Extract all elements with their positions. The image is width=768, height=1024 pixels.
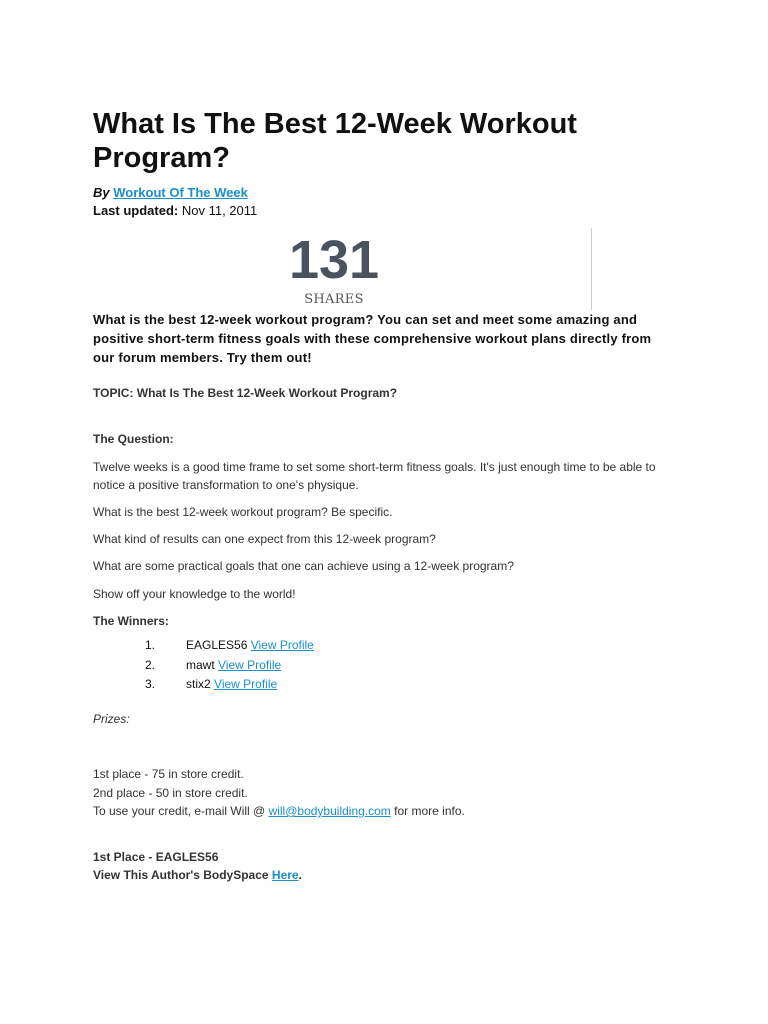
credit-suffix: for more info. [390,804,465,818]
winner-number: 3. [145,677,156,691]
by-label: By [93,185,110,200]
prize-second: 2nd place - 50 in store credit. [93,786,248,800]
email-link[interactable]: will@bodybuilding.com [268,804,391,818]
question-paragraph: What kind of results can one expect from this 12-week program? [93,532,436,546]
article-title: What Is The Best 12-Week Workout Program? [93,108,577,174]
last-updated-label: Last updated: [93,203,179,218]
question-paragraph: Twelve weeks is a good time frame to set some short-term fitness goals. It's just enough time to be able to notice a positive transformation to one's physique. [93,460,656,492]
list-item [145,637,314,657]
last-updated [93,202,257,219]
winner-number: 2. [145,657,156,672]
author-link[interactable]: Workout Of The Week [113,185,248,200]
winners-heading: The Winners: [93,614,169,628]
bodyspace-link[interactable]: Here [271,868,299,882]
last-updated-value: Nov 11, 2011 [181,203,258,218]
question-paragraph: What are some practical goals that one can achieve using a 12-week program? [93,559,514,573]
winner-name: EAGLES56 [186,638,248,652]
intro-text: What is the best 12-week workout program? You can set and meet some amazing and positive short-term fitness goals with these comprehensive workout plans directly from our forum members. Try them out! [93,312,652,365]
credit-prefix: To use your credit, e-mail Will @ [93,804,269,818]
prize-first: 1st place - 75 in store credit. [93,767,244,781]
bodyspace-prefix: View This Author's BodySpace [93,868,272,882]
question-paragraph: What is the best 12-week workout program? Be specific. [93,505,393,519]
bodyspace-suffix: . [298,868,302,882]
question-heading: The Question: [93,432,174,446]
credit-info [93,803,465,819]
winner-name: mawt [186,657,215,672]
view-profile-link[interactable]: View Profile [218,657,282,672]
winner-name: stix2 [186,677,211,691]
shares-label: SHARES [304,292,364,307]
list-item [145,676,314,696]
topic-heading: TOPIC: What Is The Best 12-Week Workout Program? [93,386,398,400]
winners-list [145,637,314,696]
byline [93,184,248,201]
question-paragraph: Show off your knowledge to the world! [93,587,296,601]
prizes-heading: Prizes: [93,712,130,726]
first-place-heading: 1st Place - EAGLES56 [93,850,219,864]
view-profile-link[interactable]: View Profile [214,677,278,691]
winner-number: 1. [145,638,156,652]
list-item [145,657,314,677]
view-profile-link[interactable]: View Profile [250,638,314,652]
bodyspace-line [93,866,302,884]
shares-count: 131 [288,230,380,290]
share-divider [591,228,592,310]
